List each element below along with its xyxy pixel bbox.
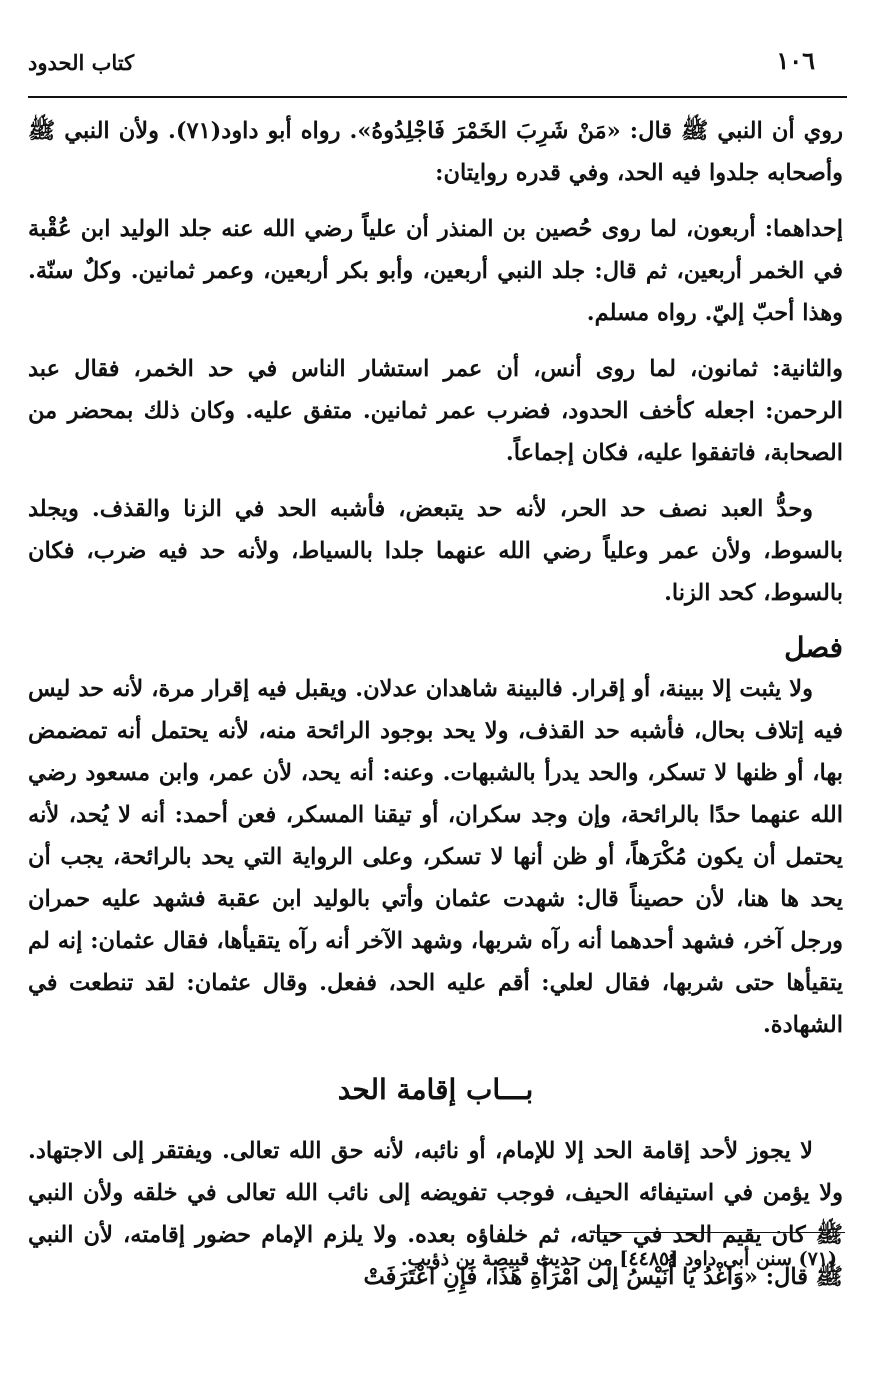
paragraph-4	[28, 488, 843, 614]
paragraph-2	[28, 208, 843, 334]
section-heading: فصل	[784, 631, 843, 664]
paragraph-1	[28, 110, 843, 194]
paragraph-2-text: أربعون، لما روى حُصين بن المنذر أن علياً رضي الله عنه جلد الوليد ابن عُقْبة في الخمر أربعين، ثم قال: جلد النبي أربعين، وأبو بكر أربعين، وعمر ثمانين. وكلٌ سنّة. وهذا أحبّ إليّ. رواه مسلم.	[28, 216, 843, 326]
page-body	[28, 110, 843, 1312]
paragraph-2-lead: إحداهما:	[764, 216, 843, 242]
paragraph-4-text: وحدُّ العبد نصف حد الحر، لأنه حد يتبعض، فأشبه الحد في الزنا والقذف. ويجلد بالسوط، ولأن عمر وعلياً رضي الله عنهما جلدا بالسياط، ولأنه حد فيه ضرب، فكان بالسوط، كحد الزنا.	[28, 496, 843, 606]
page-number: ١٠٦	[776, 46, 815, 75]
paragraph-3	[28, 348, 843, 474]
chapter-heading: بـــاب إقامة الحد	[337, 1073, 534, 1106]
running-title: كتاب الحدود	[28, 50, 135, 75]
footnote: (٧١) سنن أبي داود [٤٤٨٥] من حديث قبيصة بن ذؤيب.	[400, 1248, 837, 1270]
section-paragraph: ولا يثبت إلا ببينة، أو إقرار. فالبينة شاهدان عدلان. ويقبل فيه إقرار مرة، لأنه حد ليس فيه إتلاف بحال، فأشبه حد القذف، ولا يحد بوجود الرائحة منه، لأنه يحتمل أنه تمضمض بها، أو ظنها لا تسكر، والحد يدرأ بالشبهات. وعنه: أنه يحد، لأن عمر، وابن مسعود رضي الله عنهما حدًا بالرائحة، وإن وجد سكران، أو تيقنا المسكر، فعن أحمد: أنه لا يُحد، لأنه يحتمل أن يكون مُكْرَهاً، أو ظن أنها لا تسكر، وعلى الرواية التي يحد بالرائحة، يجب أن يحد ها هنا، لأن حصيناً قال: شهدت عثمان وأتي بالوليد ابن عقبة فشهد عليه حمران ورجل آخر، فشهد أحدهما أنه رآه شربها، وشهد الآخر أنه رآه يتقيأها، فقال عثمان: إنه لم يتقيأها حتى شربها، فقال لعلي: أقم عليه الحد، ففعل. وقال عثمان: لقد تنطعت في الشهادة.	[28, 676, 843, 1038]
paragraph-3-text: ثمانون، لما روى أنس، أن عمر استشار الناس في حد الخمر، فقال عبد الرحمن: اجعله كأخف الحدود، فضرب عمر ثمانين. متفق عليه. وكان ذلك بمحضر من الصحابة، فاتفقوا عليه، فكان إجماعاً.	[28, 356, 843, 466]
chapter-paragraph: لا يجوز لأحد إقامة الحد إلا للإمام، أو نائبه، لأنه حق الله تعالى. ويفتقر إلى الاجتهاد. ولا يؤمن في استيفائه الحيف، فوجب تفويضه إلى نائب الله تعالى في خلقه ولأن النبي ﷺ كان يقيم الحد في حياته، ثم خلفاؤه بعده. ولا يلزم الإمام حضور إقامته، لأن النبي ﷺ قال: «وَاغْدُ يَا أُنَيْسُ إلى امْرَأَةِ هَذَا، فَإِنِ اعْتَرَفَتْ	[28, 1138, 843, 1290]
paragraph-3-lead: والثانية:	[771, 356, 843, 382]
page-header	[28, 40, 845, 80]
paragraph-1-text: روي أن النبي ﷺ قال: «مَنْ شَرِبَ الخَمْرَ فَاجْلِدُوهُ». رواه أبو داود(٧١). ولأن النبي ﷺ وأصحابه جلدوا فيه الحد، وفي قدره روايتان:	[28, 118, 843, 186]
header-divider	[28, 96, 847, 98]
footnote-divider	[593, 1232, 845, 1233]
